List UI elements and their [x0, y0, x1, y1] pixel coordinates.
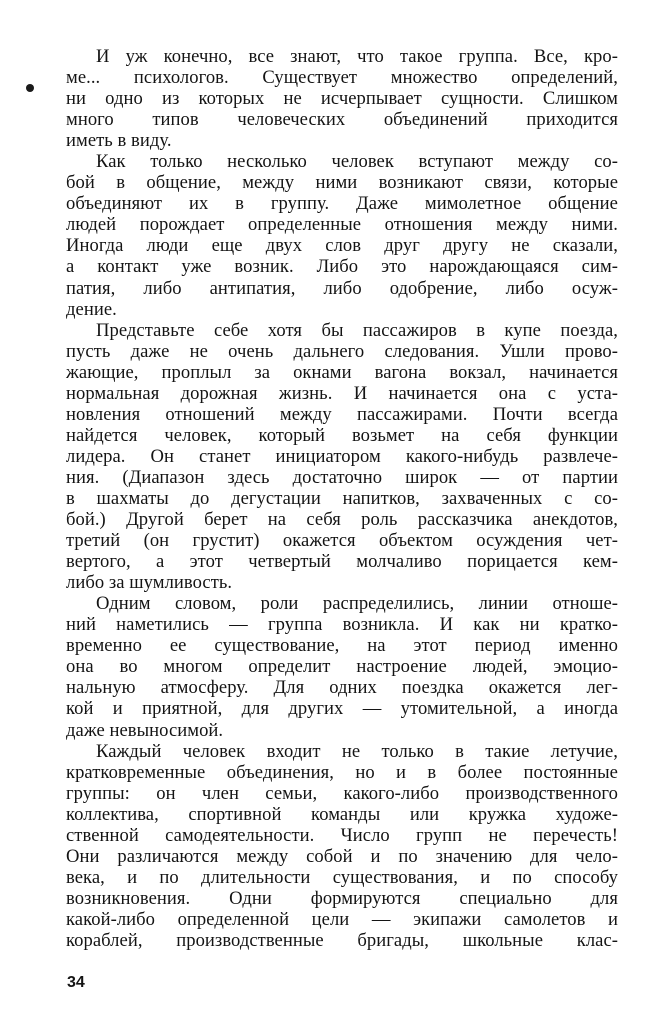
- text-line: патия, либо антипатия, либо одобрение, либо осуж-: [66, 277, 618, 299]
- text-line: И уж конечно, все знают, что такое группа. Все, кро-: [96, 46, 618, 67]
- paragraph-1: [66, 46, 618, 151]
- text-line: а контакт уже возник. Либо это нарождающаяся сим-: [66, 256, 618, 278]
- body-text: [66, 46, 618, 951]
- text-line: века, и по длительности существования, и по способу: [66, 866, 618, 888]
- text-line: в шахматы до дегустации напитков, захваченных с со-: [66, 487, 618, 509]
- text-line: либо за шумливость.: [66, 572, 233, 594]
- page-number: 34: [67, 974, 85, 991]
- text-line: ме... психологов. Существует множество определений,: [66, 67, 618, 89]
- text-line: нальную атмосферу. Для одних поездка окажется лег-: [66, 677, 618, 699]
- text-line: пусть даже не очень дальнего следования. Ушли прово-: [66, 340, 618, 362]
- text-line: какой-либо определенной цели — экипажи самолетов и: [66, 908, 618, 930]
- text-line: много типов человеческих объединений приходится: [66, 109, 618, 131]
- paragraph-5: [66, 741, 618, 951]
- text-line: даже невыносимой.: [66, 719, 224, 741]
- text-line: ственной самодеятельности. Число групп не перечесть!: [66, 824, 618, 846]
- text-line: коллектива, спортивной команды или кружка художе-: [66, 803, 618, 825]
- text-line: иметь в виду.: [66, 130, 172, 152]
- text-line: жающие, проплыл за окнами вагона вокзал, начинается: [66, 361, 618, 383]
- text-line: нормальная дорожная жизнь. И начинается она с уста-: [66, 382, 618, 404]
- text-line: группы: он член семьи, какого-либо производственного: [66, 782, 618, 804]
- text-line: Каждый человек входит не только в такие летучие,: [96, 740, 618, 762]
- text-line: новления отношений между пассажирами. Почти всегда: [66, 403, 618, 425]
- text-line: она во многом определит настроение людей, эмоцио-: [66, 656, 618, 678]
- paragraph-2: [66, 151, 618, 319]
- text-line: объединяют их в группу. Даже мимолетное общение: [66, 193, 618, 215]
- text-line: бой в общение, между ними возникают связи, которые: [66, 172, 618, 194]
- text-line: кой и приятной, для других — утомительной, а иногда: [66, 698, 618, 720]
- paragraph-4: [66, 593, 618, 740]
- text-line: Как только несколько человек вступают между со-: [96, 151, 618, 173]
- paragraph-3: [66, 320, 618, 594]
- text-line: лидера. Он станет инициатором какого-нибудь развлече-: [66, 445, 618, 467]
- text-line: третий (он грустит) окажется объектом осуждения чет-: [66, 530, 618, 552]
- text-line: Представьте себе хотя бы пассажиров в купе поезда,: [96, 319, 618, 341]
- text-line: дение.: [66, 298, 117, 320]
- text-line: кораблей, производственные бригады, школьные клас-: [66, 929, 618, 951]
- text-line: кратковременные объединения, но и в более постоянные: [66, 761, 618, 783]
- text-line: Одним словом, роли распределились, линии отноше-: [96, 593, 618, 615]
- text-line: найдется человек, который возьмет на себя функции: [66, 424, 618, 446]
- text-line: вертого, а этот четвертый молчаливо порицается кем-: [66, 551, 618, 573]
- text-line: ни одно из которых не исчерпывает сущности. Слишком: [66, 88, 618, 110]
- text-line: людей порождает определенные отношения между ними.: [66, 214, 618, 236]
- text-line: Они различаются между собой и по значению для чело-: [66, 845, 618, 867]
- text-line: бой.) Другой берет на себя роль рассказчика анекдотов,: [66, 509, 618, 531]
- text-line: возникновения. Одни формируются специально для: [66, 887, 618, 909]
- text-line: временно ее существование, на этот период именно: [66, 635, 618, 657]
- text-line: ния. (Диапазон здесь достаточно широк — от партии: [66, 466, 618, 488]
- margin-dot-mark: [26, 84, 34, 92]
- text-line: Иногда люди еще двух слов друг другу не сказали,: [66, 235, 618, 257]
- text-line: ний наметились — группа возникла. И как ни кратко-: [66, 614, 618, 636]
